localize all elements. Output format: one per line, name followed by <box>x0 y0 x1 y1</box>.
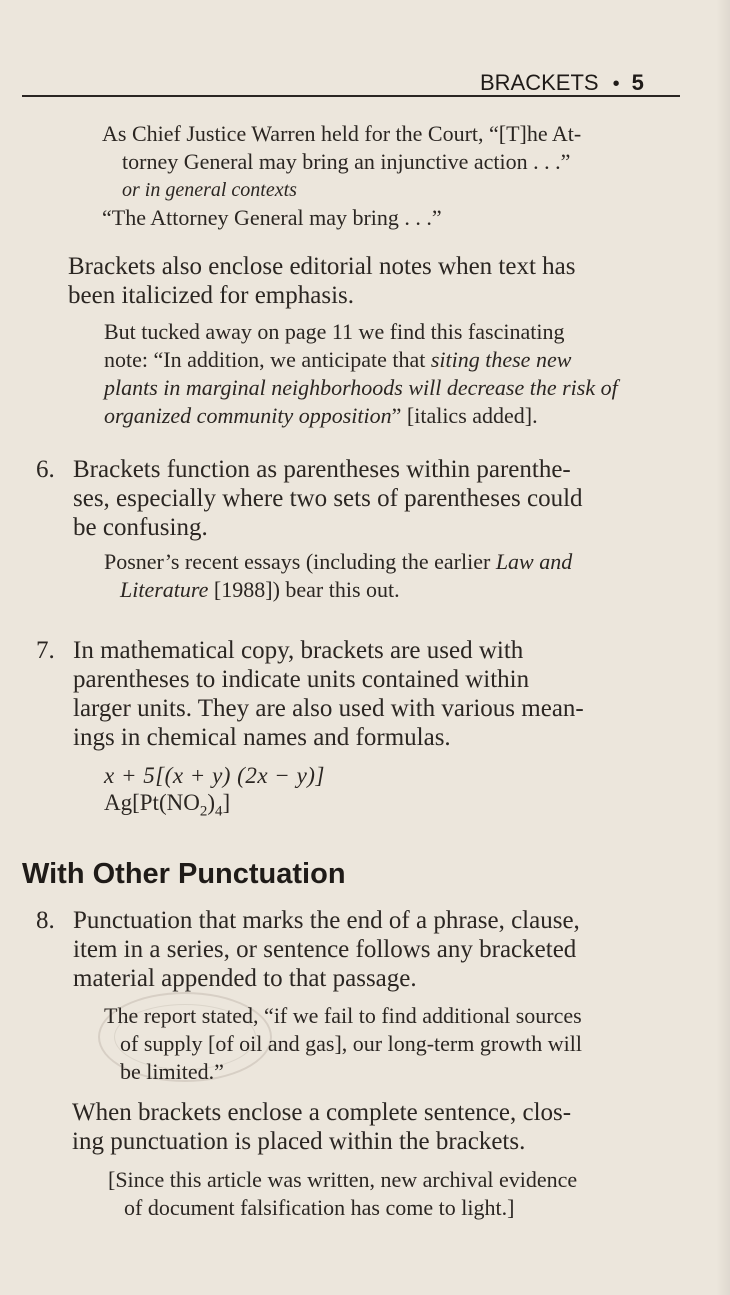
formula-subscript: 4 <box>215 803 223 820</box>
paragraph-line: Brackets also enclose editorial notes when text has <box>68 253 576 280</box>
plain-text: [1988]) bear this out. <box>208 577 400 602</box>
plain-text: ” [italics added]. <box>391 403 538 428</box>
header-page-number: 5 <box>631 70 644 95</box>
example-line: [Since this article was written, new archival evidence <box>108 1167 578 1192</box>
paragraph-complete-sentence <box>72 1098 571 1156</box>
example-line: be limited.” <box>120 1059 224 1084</box>
example-warren <box>102 120 581 232</box>
example-posner <box>104 548 572 604</box>
paragraph-line: been italicized for emphasis. <box>68 282 354 309</box>
paragraph-line: ing punctuation is placed within the brackets. <box>72 1128 526 1155</box>
formula-part: Ag[Pt(NO <box>104 790 200 815</box>
formula-subscript: 2 <box>199 803 208 820</box>
example-note: or in general contexts <box>122 179 297 201</box>
item-number: 7. <box>36 637 55 664</box>
example-line <box>104 548 572 576</box>
formula-part: ] <box>222 790 231 815</box>
item-line: In mathematical copy, brackets are used with <box>73 637 524 664</box>
example-line <box>104 576 572 604</box>
item-line: parentheses to indicate units contained within <box>73 666 530 693</box>
example-line: plants in marginal neighborhoods will decrease the risk of <box>104 375 618 400</box>
example-line <box>104 346 618 374</box>
example-line: As Chief Justice Warren held for the Court, “[T]he At- <box>102 121 582 146</box>
item-line: be confusing. <box>73 514 208 541</box>
paragraph-line: When brackets enclose a complete sentence, clos- <box>72 1099 572 1126</box>
example-line <box>104 402 618 430</box>
item-line: Punctuation that marks the end of a phrase, clause, <box>73 907 580 934</box>
formula-part: ) <box>207 790 216 815</box>
example-line: “The Attorney General may bring . . .” <box>102 205 442 230</box>
italic-text: siting these new <box>430 347 572 372</box>
example-archival <box>108 1166 577 1222</box>
example-line: The report stated, “if we fail to find additional sources <box>104 1003 582 1028</box>
formula-examples <box>104 762 325 826</box>
item-line: item in a series, or sentence follows any bracketed <box>73 936 577 963</box>
item-line: Brackets function as parentheses within parenthe- <box>73 456 571 483</box>
item-line: larger units. They are also used with various mean- <box>73 695 584 722</box>
example-line: torney General may bring an injunctive action . . .” <box>122 149 571 174</box>
rule-item-8 <box>36 906 580 993</box>
plain-text: note: “In addition, we anticipate that <box>104 347 431 372</box>
running-header <box>480 70 680 98</box>
example-line: But tucked away on page 11 we find this fascinating <box>104 319 565 344</box>
italic-text: organized community opposition <box>104 403 392 428</box>
italic-text: Literature <box>120 577 209 602</box>
item-number: 8. <box>36 907 55 934</box>
item-line: ses, especially where two sets of parentheses could <box>73 485 583 512</box>
header-rule <box>22 95 680 97</box>
example-report <box>104 1002 582 1086</box>
paragraph-italics-note <box>68 252 575 310</box>
header-separator: • <box>612 73 620 95</box>
header-section-title: BRACKETS <box>480 70 599 95</box>
chemical-formula <box>104 789 325 826</box>
example-line: of supply [of oil and gas], our long-term growth will <box>120 1031 582 1056</box>
item-line: ings in chemical names and formulas. <box>73 724 451 751</box>
page-edge-shadow <box>716 0 730 1295</box>
example-line: of document falsification has come to light.] <box>124 1195 515 1220</box>
example-siting <box>104 318 618 430</box>
math-formula: x + 5[(x + y) (2x − y)] <box>104 763 325 788</box>
rule-item-6 <box>36 455 583 542</box>
italic-text: Law and <box>495 549 573 574</box>
item-number: 6. <box>36 456 55 483</box>
item-line: material appended to that passage. <box>73 965 417 992</box>
rule-item-7 <box>36 636 584 752</box>
section-heading: With Other Punctuation <box>22 858 346 890</box>
plain-text: Posner’s recent essays (including the earlier <box>104 549 496 574</box>
